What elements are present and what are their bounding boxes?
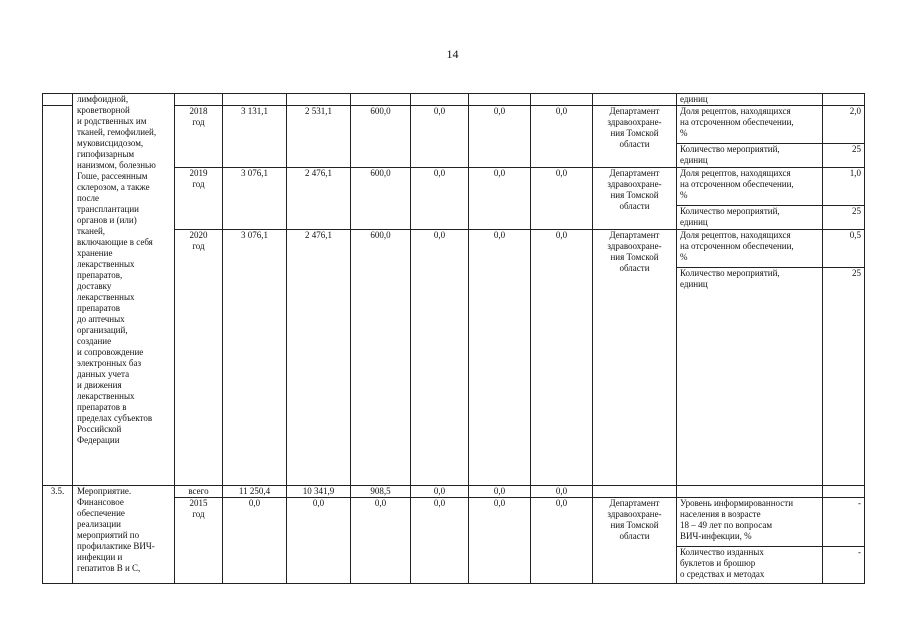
value-cell: 10 341,9 [287, 486, 351, 498]
indicator-value: 25 [823, 206, 865, 230]
program-table [42, 93, 865, 584]
indicator-value: 25 [823, 268, 865, 486]
value-cell: 908,5 [351, 486, 411, 498]
executor-cell: Департамент здравоохране- ния Томской области [593, 168, 677, 230]
value-cell: 0,0 [411, 230, 469, 486]
total-label: всего [175, 486, 223, 498]
value-cell: 0,0 [411, 486, 469, 498]
value-cell: 0,0 [531, 168, 593, 230]
value-cell: 0,0 [351, 498, 411, 584]
indicator-value: 25 [823, 144, 865, 168]
value-cell: 0,0 [411, 498, 469, 584]
table-row [43, 94, 865, 106]
year-cell: 2018 год [175, 106, 223, 168]
event-description: Мероприятие. Финансовое обеспечение реализации мероприятий по профилактике ВИЧ- инфекции и гепатитов В и С, [73, 486, 175, 584]
indicator-name: единиц [677, 94, 823, 106]
value-cell: 600,0 [351, 230, 411, 486]
value-cell: 0,0 [531, 486, 593, 498]
value-cell: 0,0 [531, 498, 593, 584]
indicator-value: 2,0 [823, 106, 865, 144]
executor-cell: Департамент здравоохране- ния Томской области [593, 230, 677, 486]
value-cell: 600,0 [351, 168, 411, 230]
value-cell: 3 131,1 [223, 106, 287, 168]
indicator-value: 1,0 [823, 168, 865, 206]
executor-cell: Департамент здравоохране- ния Томской области [593, 498, 677, 584]
value-cell: 0,0 [287, 498, 351, 584]
value-cell: 0,0 [223, 498, 287, 584]
value-cell: 0,0 [469, 230, 531, 486]
indicator-name: Количество мероприятий, единиц [677, 206, 823, 230]
indicator-name: Доля рецептов, находящихся на отсроченном обеспечении, % [677, 106, 823, 144]
indicator-value: - [823, 498, 865, 547]
value-cell: 0,0 [469, 498, 531, 584]
value-cell: 0,0 [411, 106, 469, 168]
value-cell: 0,0 [531, 230, 593, 486]
indicator-value: 0,5 [823, 230, 865, 268]
value-cell: 3 076,1 [223, 230, 287, 486]
value-cell: 2 476,1 [287, 230, 351, 486]
table-row [43, 486, 865, 498]
indicator-name: Количество изданных буклетов и брошюр о средствах и методах [677, 547, 823, 584]
item-number: 3.5. [43, 486, 73, 584]
value-cell: 11 250,4 [223, 486, 287, 498]
indicator-name: Количество мероприятий, единиц [677, 268, 823, 486]
value-cell: 2 531,1 [287, 106, 351, 168]
page-number: 14 [446, 47, 459, 61]
value-cell: 0,0 [469, 486, 531, 498]
value-cell: 0,0 [469, 168, 531, 230]
year-cell: 2019 год [175, 168, 223, 230]
executor-cell: Департамент здравоохране- ния Томской области [593, 106, 677, 168]
value-cell: 0,0 [469, 106, 531, 168]
value-cell: 3 076,1 [223, 168, 287, 230]
year-cell: 2015 год [175, 498, 223, 584]
indicator-name: Доля рецептов, находящихся на отсроченном обеспечении, % [677, 230, 823, 268]
indicator-name: Доля рецептов, находящихся на отсроченном обеспечении, % [677, 168, 823, 206]
value-cell: 600,0 [351, 106, 411, 168]
value-cell: 2 476,1 [287, 168, 351, 230]
indicator-name: Количество мероприятий, единиц [677, 144, 823, 168]
value-cell: 0,0 [531, 106, 593, 168]
year-cell: 2020 год [175, 230, 223, 486]
value-cell: 0,0 [411, 168, 469, 230]
indicator-name: Уровень информированности населения в возрасте 18 – 49 лет по вопросам ВИЧ-инфекции, % [677, 498, 823, 547]
event-description: лимфоидной, кроветворной и родственных им тканей, гемофилией, муковисцидозом, гипофизарным нанизмом, болезнью Гоше, рассеянным склерозом, а также после трансплантации органов и (или) тканей, включающие в себя хранение лекарственных препаратов, доставку лекарственных препаратов до аптечных организаций, создание и сопровождение электронных баз данных учета и движения лекарственных препаратов в пределах субъектов Российской Федерации [73, 94, 175, 486]
indicator-value: - [823, 547, 865, 584]
